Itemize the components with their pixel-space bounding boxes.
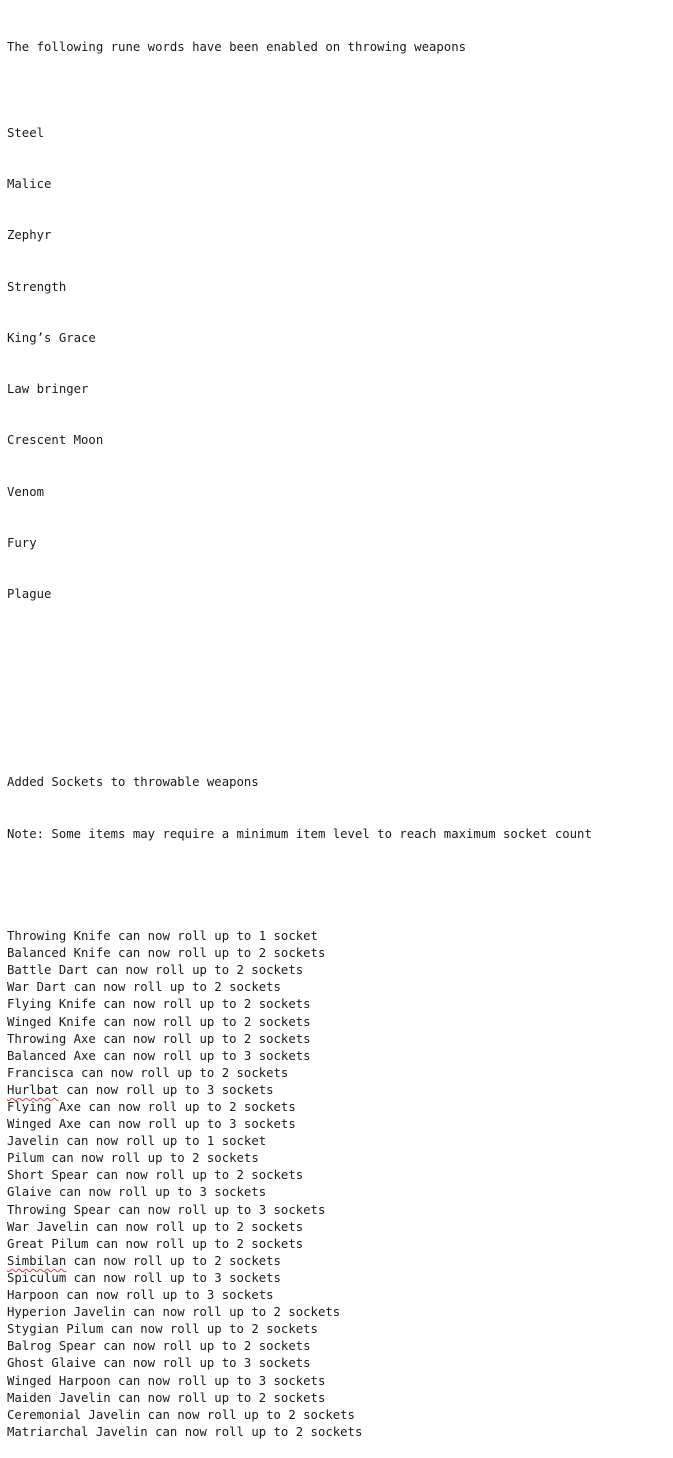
blank-line	[7, 672, 669, 689]
weapon-name: Throwing Axe	[7, 1031, 96, 1046]
socket-item	[7, 1355, 669, 1372]
socket-description: can now roll up to 3 sockets	[110, 1202, 326, 1217]
socket-item	[7, 1202, 669, 1219]
weapon-name: Ghost Glaive	[7, 1356, 96, 1371]
runeword-item: Malice	[7, 176, 52, 191]
socket-item	[7, 1253, 669, 1270]
socket-description: can now roll up to 1 socket	[58, 1134, 267, 1149]
runeword-item: Venom	[7, 484, 45, 499]
weapon-name: Balanced Knife	[7, 946, 111, 961]
runeword-item: Fury	[7, 535, 37, 550]
socket-description: can now roll up to 2 sockets	[88, 1219, 304, 1234]
socket-description: can now roll up to 2 sockets	[95, 997, 311, 1012]
socket-item	[7, 1219, 669, 1236]
weapon-name: War Dart	[7, 980, 67, 995]
socket-description: can now roll up to 3 sockets	[51, 1185, 267, 1200]
socket-description: can now roll up to 2 sockets	[140, 1407, 355, 1422]
weapon-name: War Javelin	[7, 1219, 89, 1234]
socket-item	[7, 1184, 669, 1201]
socket-description: can now roll up to 3 sockets	[58, 1082, 274, 1097]
socket-item	[7, 928, 669, 945]
socket-description: can now roll up to 2 sockets	[95, 1031, 311, 1046]
runeword-item: King’s Grace	[7, 330, 96, 345]
socket-item	[7, 1014, 669, 1031]
weapon-name: Great Pilum	[7, 1236, 89, 1251]
weapon-name: Battle Dart	[7, 963, 89, 978]
socket-description: can now roll up to 3 sockets	[81, 1117, 296, 1132]
text-document[interactable]	[7, 5, 669, 1458]
socket-description: can now roll up to 2 sockets	[110, 1390, 326, 1405]
socket-item	[7, 1099, 669, 1116]
socket-description: can now roll up to 2 sockets	[125, 1305, 341, 1320]
socket-list	[7, 928, 669, 1441]
weapon-name: Stygian Pilum	[7, 1322, 104, 1337]
socket-description: can now roll up to 2 sockets	[95, 1339, 311, 1354]
socket-item	[7, 1304, 669, 1321]
weapon-name: Hyperion Javelin	[7, 1305, 126, 1320]
runeword-item: Steel	[7, 125, 45, 140]
socket-description: can now roll up to 3 sockets	[95, 1048, 311, 1063]
socket-item	[7, 1338, 669, 1355]
socket-description: can now roll up to 1 socket	[110, 929, 318, 944]
socket-item	[7, 1082, 669, 1099]
socket-item	[7, 1270, 669, 1287]
weapon-name: Pilum	[7, 1151, 45, 1166]
runeword-item: Strength	[7, 279, 67, 294]
weapon-name: Flying Axe	[7, 1100, 82, 1114]
socket-description: can now roll up to 2 sockets	[88, 1236, 304, 1251]
socket-item	[7, 1424, 669, 1441]
runeword-item: Law bringer	[7, 382, 89, 397]
weapon-name: Throwing Knife	[7, 929, 111, 944]
runeword-item: Plague	[7, 587, 52, 602]
runeword-item: Zephyr	[7, 228, 52, 243]
weapon-name: Winged Harpoon	[7, 1373, 111, 1388]
blank-line	[7, 877, 669, 894]
weapon-name: Throwing Spear	[7, 1202, 111, 1217]
weapon-name: Flying Knife	[7, 997, 96, 1012]
blank-line	[7, 723, 669, 740]
socket-description: can now roll up to 2 sockets	[88, 963, 304, 978]
socket-description: can now roll up to 3 sockets	[110, 1373, 326, 1388]
weapon-name: Winged Axe	[7, 1117, 82, 1132]
sockets-note: Note: Some items may require a minimum item level to reach maximum socket count	[7, 826, 592, 841]
socket-description: can now roll up to 2 sockets	[147, 1424, 363, 1439]
socket-item	[7, 979, 669, 996]
misspelled-word[interactable]: Simbilan	[7, 1253, 67, 1268]
socket-item	[7, 1373, 669, 1390]
socket-description: can now roll up to 3 sockets	[95, 1356, 311, 1371]
runeword-list	[7, 90, 669, 637]
weapon-name: Harpoon	[7, 1288, 59, 1303]
socket-description: can now roll up to 2 sockets	[66, 1253, 281, 1268]
socket-item	[7, 1287, 669, 1304]
runeword-item: Crescent Moon	[7, 433, 104, 448]
socket-item	[7, 1150, 669, 1167]
socket-description: can now roll up to 2 sockets	[110, 946, 326, 961]
socket-item	[7, 1065, 669, 1082]
socket-description: can now roll up to 2 sockets	[103, 1322, 318, 1337]
socket-description: can now roll up to 2 sockets	[66, 980, 281, 995]
weapon-name: Spiculum	[7, 1270, 67, 1285]
socket-item	[7, 962, 669, 979]
socket-item	[7, 996, 669, 1013]
socket-item	[7, 1236, 669, 1253]
socket-item	[7, 1167, 669, 1184]
socket-description: can now roll up to 2 sockets	[95, 1014, 311, 1029]
socket-description: can now roll up to 3 sockets	[58, 1288, 274, 1303]
weapon-name: Balanced Axe	[7, 1048, 96, 1063]
weapon-name: Francisca	[7, 1065, 74, 1080]
socket-item	[7, 1390, 669, 1407]
weapon-name: Maiden Javelin	[7, 1390, 111, 1405]
weapon-name: Javelin	[7, 1134, 59, 1149]
socket-item	[7, 945, 669, 962]
socket-item	[7, 1048, 669, 1065]
weapon-name: Matriarchal Javelin	[7, 1424, 148, 1439]
socket-description: can now roll up to 2 sockets	[44, 1151, 259, 1166]
weapon-name: Glaive	[7, 1185, 52, 1200]
socket-item	[7, 1031, 669, 1048]
socket-description: can now roll up to 3 sockets	[66, 1270, 281, 1285]
socket-description: can now roll up to 2 sockets	[88, 1168, 304, 1183]
weapon-name: Balrog Spear	[7, 1339, 96, 1354]
weapon-name: Ceremonial Javelin	[7, 1407, 141, 1422]
socket-description: can now roll up to 2 sockets	[73, 1065, 289, 1080]
socket-description: can now roll up to 2 sockets	[81, 1100, 296, 1114]
runewords-heading: The following rune words have been enabled on throwing weapons	[7, 40, 467, 55]
sockets-heading: Added Sockets to throwable weapons	[7, 775, 259, 790]
socket-item	[7, 1321, 669, 1338]
weapon-name: Short Spear	[7, 1168, 89, 1183]
socket-item	[7, 1407, 669, 1424]
weapon-name: Winged Knife	[7, 1014, 96, 1029]
socket-item	[7, 1133, 669, 1150]
socket-item	[7, 1116, 669, 1133]
misspelled-word[interactable]: Hurlbat	[7, 1082, 59, 1097]
